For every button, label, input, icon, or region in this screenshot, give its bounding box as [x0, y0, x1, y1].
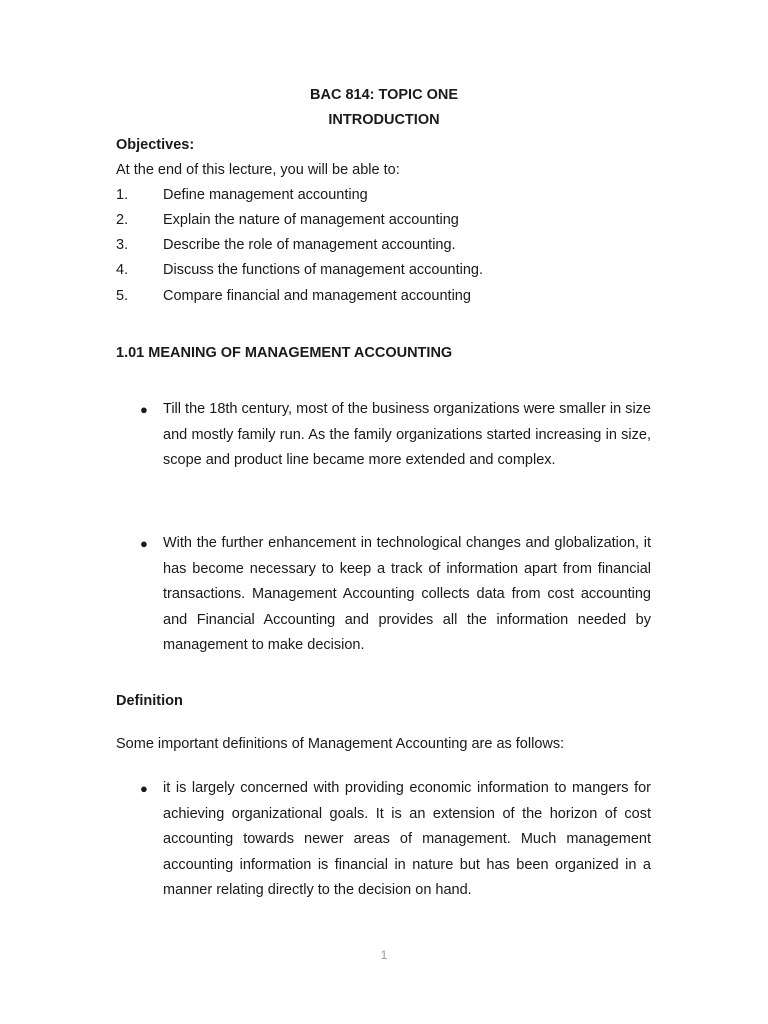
objectives-heading: Objectives:	[116, 137, 195, 153]
list-item-number: 1.	[116, 187, 129, 203]
topic-subtitle: INTRODUCTION	[328, 112, 440, 128]
list-item-text: Explain the nature of management accounting	[163, 212, 459, 228]
list-item-text: Discuss the functions of management accounting.	[163, 262, 483, 278]
paragraph-bullet: it is largely concerned with providing economic information to mangers for achieving organizational goals. It is an extension of the horizon of cost accounting towards newer areas of management. Much management accounting information is financial in nature but has been organized in a manner relating directly to the decision on hand.	[163, 780, 651, 898]
list-item-text: Compare financial and management accounting	[163, 288, 471, 304]
bullet-icon: ●	[140, 402, 148, 417]
list-item-number: 4.	[116, 262, 129, 278]
page-number: 1	[380, 948, 388, 962]
objectives-intro: At the end of this lecture, you will be able to:	[116, 162, 400, 178]
definition-heading: Definition	[116, 693, 183, 709]
definition-intro: Some important definitions of Management Accounting are as follows:	[116, 736, 565, 752]
bullet-icon: ●	[140, 536, 148, 551]
list-item-number: 5.	[116, 288, 129, 304]
bullet-icon: ●	[140, 781, 148, 796]
list-item-number: 2.	[116, 212, 129, 228]
list-item-text: Describe the role of management accounting.	[163, 237, 456, 253]
paragraph-bullet: Till the 18th century, most of the business organizations were smaller in size and mostly family run. As the family organizations started increasing in size, scope and product line became more extended and complex.	[163, 401, 651, 468]
paragraph-bullet: With the further enhancement in technological changes and globalization, it has become necessary to keep a track of information apart from financial transactions. Management Accounting collects data from cost accounting and Financial Accounting and provides all the information needed by management to make decision.	[163, 535, 651, 653]
list-item-number: 3.	[116, 237, 129, 253]
list-item-text: Define management accounting	[163, 187, 368, 203]
course-title: BAC 814: TOPIC ONE	[310, 87, 458, 103]
section-heading: 1.01 MEANING OF MANAGEMENT ACCOUNTING	[116, 345, 453, 361]
